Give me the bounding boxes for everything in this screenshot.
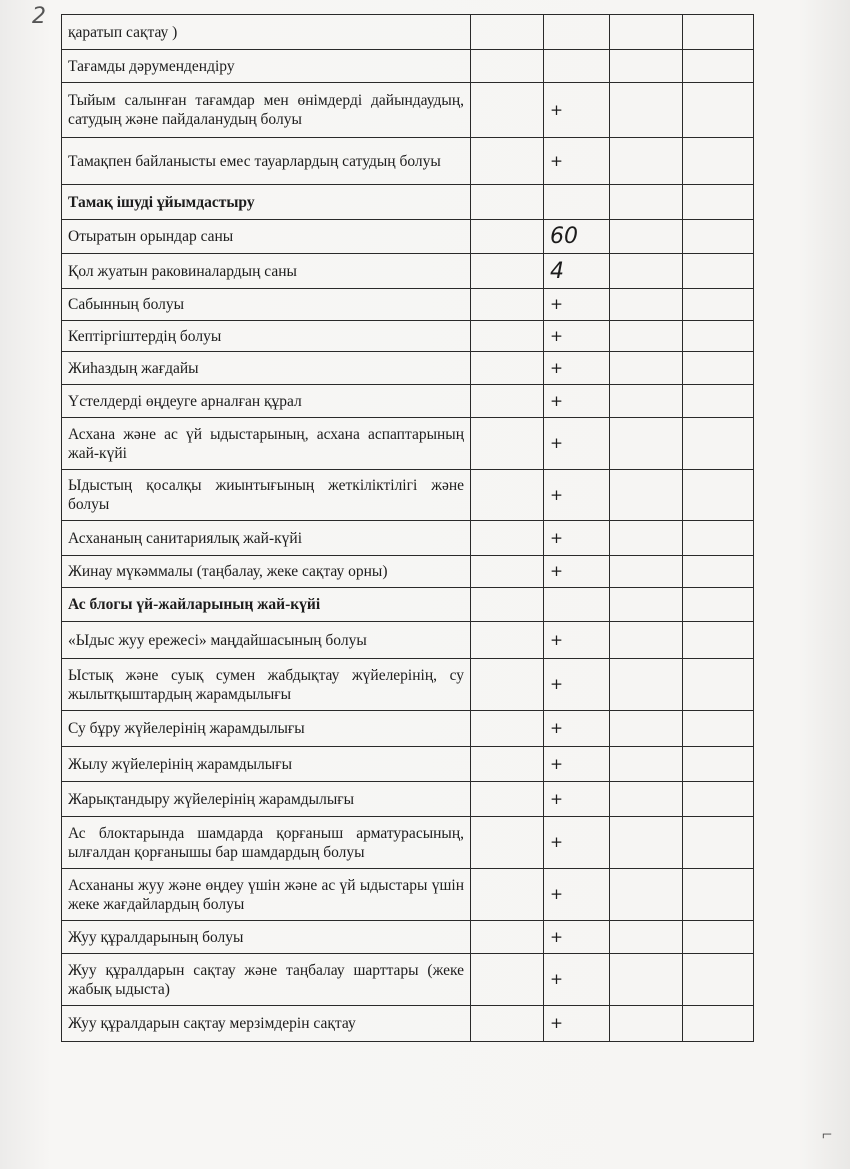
empty-cell — [683, 869, 754, 921]
empty-cell — [610, 659, 683, 711]
handwritten-mark: + — [544, 659, 610, 711]
table-row — [62, 15, 754, 50]
empty-cell — [610, 385, 683, 418]
empty-cell — [471, 954, 544, 1006]
handwritten-mark: + — [544, 289, 610, 321]
empty-cell — [610, 352, 683, 385]
table-row — [62, 659, 754, 711]
handwritten-mark: + — [544, 556, 610, 588]
criterion-label: Жуу құралдарын сақтау мерзімдерін сақтау — [62, 1006, 471, 1042]
table-row — [62, 817, 754, 869]
section-title: Тамақ ішуді ұйымдастыру — [62, 185, 471, 220]
section-row — [62, 588, 754, 622]
empty-cell — [683, 817, 754, 869]
table-row — [62, 321, 754, 352]
empty-cell — [683, 588, 754, 622]
handwritten-mark: + — [544, 385, 610, 418]
table-row — [62, 470, 754, 521]
empty-cell — [610, 138, 683, 185]
empty-cell — [683, 954, 754, 1006]
table-row — [62, 622, 754, 659]
criterion-label: Асхананың санитариялық жай-күйі — [62, 521, 471, 556]
empty-cell — [471, 83, 544, 138]
handwritten-mark: 4 — [544, 254, 610, 289]
empty-cell — [471, 352, 544, 385]
empty-cell — [683, 352, 754, 385]
table-row — [62, 50, 754, 83]
empty-cell — [683, 83, 754, 138]
table-row — [62, 289, 754, 321]
empty-cell — [683, 659, 754, 711]
criterion-label: Ас блоктарында шамдарда қорғаныш арматурасының, ылғалдан қорғанышы бар шамдардың болуы — [62, 817, 471, 869]
empty-cell — [471, 385, 544, 418]
empty-cell — [683, 289, 754, 321]
empty-cell — [610, 470, 683, 521]
empty-cell — [471, 521, 544, 556]
handwritten-mark: + — [544, 711, 610, 747]
empty-cell — [610, 321, 683, 352]
handwritten-mark — [544, 15, 610, 50]
handwritten-mark: + — [544, 418, 610, 470]
table-row — [62, 521, 754, 556]
handwritten-mark: + — [544, 352, 610, 385]
empty-cell — [471, 418, 544, 470]
criterion-label: Жуу құралдарының болуы — [62, 921, 471, 954]
empty-cell — [610, 254, 683, 289]
table-row — [62, 921, 754, 954]
table-row — [62, 556, 754, 588]
table-row — [62, 83, 754, 138]
empty-cell — [683, 921, 754, 954]
empty-cell — [610, 289, 683, 321]
empty-cell — [471, 711, 544, 747]
empty-cell — [471, 622, 544, 659]
empty-cell — [683, 747, 754, 782]
empty-cell — [683, 138, 754, 185]
handwritten-mark: + — [544, 817, 610, 869]
table-row — [62, 352, 754, 385]
criterion-label: Жиһаздың жағдайы — [62, 352, 471, 385]
empty-cell — [471, 556, 544, 588]
empty-cell — [683, 782, 754, 817]
empty-cell — [610, 83, 683, 138]
criterion-label: Тамақпен байланысты емес тауарлардың сатудың болуы — [62, 138, 471, 185]
criterion-label: Су бұру жүйелерінің жарамдылығы — [62, 711, 471, 747]
empty-cell — [683, 521, 754, 556]
empty-cell — [683, 1006, 754, 1042]
handwritten-mark — [544, 50, 610, 83]
monitoring-table — [61, 14, 754, 1042]
empty-cell — [471, 659, 544, 711]
empty-cell — [683, 556, 754, 588]
empty-cell — [610, 747, 683, 782]
criterion-label: Ыдыстың қосалқы жиынтығының жеткіліктілігі және болуы — [62, 470, 471, 521]
handwritten-mark: + — [544, 921, 610, 954]
empty-cell — [471, 817, 544, 869]
criterion-label: «Ыдыс жуу ережесі» маңдайшасының болуы — [62, 622, 471, 659]
section-row — [62, 185, 754, 220]
criterion-label: Тағамды дәрумендендіру — [62, 50, 471, 83]
empty-cell — [610, 921, 683, 954]
empty-cell — [471, 321, 544, 352]
empty-cell — [471, 185, 544, 220]
handwritten-mark: + — [544, 83, 610, 138]
table-row — [62, 385, 754, 418]
table-row — [62, 138, 754, 185]
empty-cell — [471, 869, 544, 921]
criterion-label: Жарықтандыру жүйелерінің жарамдылығы — [62, 782, 471, 817]
corner-mark: ⌐ — [821, 1124, 832, 1144]
empty-cell — [610, 782, 683, 817]
empty-cell — [471, 138, 544, 185]
handwritten-mark: + — [544, 954, 610, 1006]
empty-cell — [683, 622, 754, 659]
table-row — [62, 869, 754, 921]
handwritten-mark: + — [544, 521, 610, 556]
handwritten-mark: + — [544, 321, 610, 352]
empty-cell — [471, 747, 544, 782]
handwritten-mark: + — [544, 1006, 610, 1042]
empty-cell — [683, 385, 754, 418]
table-row — [62, 747, 754, 782]
criterion-label: Отыратын орындар саны — [62, 220, 471, 254]
empty-cell — [610, 588, 683, 622]
empty-cell — [610, 622, 683, 659]
table-row — [62, 254, 754, 289]
empty-cell — [683, 185, 754, 220]
table-row — [62, 1006, 754, 1042]
criterion-label: Асхана және ас үй ыдыстарының, асхана аспаптарының жай-күйі — [62, 418, 471, 470]
table-row — [62, 711, 754, 747]
criterion-label: Ыстық және суық сумен жабдықтау жүйелерінің, су жылытқыштардың жарамдылығы — [62, 659, 471, 711]
criterion-label: Жинау мүкәммалы (таңбалау, жеке сақтау орны) — [62, 556, 471, 588]
table-row — [62, 782, 754, 817]
criterion-label: Тыйым салынған тағамдар мен өнімдерді дайындаудың, сатудың және пайдаланудың болуы — [62, 83, 471, 138]
empty-cell — [471, 1006, 544, 1042]
table-row — [62, 220, 754, 254]
empty-cell — [683, 254, 754, 289]
empty-cell — [610, 1006, 683, 1042]
handwritten-mark: + — [544, 138, 610, 185]
criterion-label: Асхананы жуу және өңдеу үшін және ас үй ыдыстары үшін жеке жағдайлардың болуы — [62, 869, 471, 921]
empty-cell — [683, 220, 754, 254]
handwritten-mark — [544, 588, 610, 622]
empty-cell — [683, 50, 754, 83]
empty-cell — [610, 556, 683, 588]
handwritten-mark: 60 — [544, 220, 610, 254]
empty-cell — [471, 782, 544, 817]
handwritten-mark: + — [544, 747, 610, 782]
criterion-label: Жылу жүйелерінің жарамдылығы — [62, 747, 471, 782]
empty-cell — [471, 254, 544, 289]
empty-cell — [610, 15, 683, 50]
criterion-label: Үстелдерді өңдеуге арналған құрал — [62, 385, 471, 418]
empty-cell — [471, 15, 544, 50]
handwritten-mark — [544, 185, 610, 220]
empty-cell — [610, 418, 683, 470]
empty-cell — [471, 588, 544, 622]
criterion-label: қаратып сақтау ) — [62, 15, 471, 50]
empty-cell — [610, 954, 683, 1006]
empty-cell — [471, 289, 544, 321]
criterion-label: Кептіргіштердің болуы — [62, 321, 471, 352]
section-title: Ас блогы үй-жайларының жай-күйі — [62, 588, 471, 622]
page-number: 2 — [32, 4, 46, 29]
table-row — [62, 954, 754, 1006]
empty-cell — [683, 470, 754, 521]
empty-cell — [610, 220, 683, 254]
empty-cell — [683, 15, 754, 50]
handwritten-mark: + — [544, 470, 610, 521]
handwritten-mark: + — [544, 869, 610, 921]
empty-cell — [683, 418, 754, 470]
empty-cell — [610, 869, 683, 921]
empty-cell — [471, 921, 544, 954]
empty-cell — [471, 220, 544, 254]
criterion-label: Қол жуатын раковиналардың саны — [62, 254, 471, 289]
handwritten-mark: + — [544, 622, 610, 659]
handwritten-mark: + — [544, 782, 610, 817]
empty-cell — [683, 321, 754, 352]
table-row — [62, 418, 754, 470]
empty-cell — [610, 50, 683, 83]
empty-cell — [610, 185, 683, 220]
empty-cell — [683, 711, 754, 747]
criterion-label: Жуу құралдарын сақтау және таңбалау шарттары (жеке жабық ыдыста) — [62, 954, 471, 1006]
empty-cell — [610, 711, 683, 747]
empty-cell — [471, 50, 544, 83]
empty-cell — [610, 521, 683, 556]
empty-cell — [610, 817, 683, 869]
criterion-label: Сабынның болуы — [62, 289, 471, 321]
empty-cell — [471, 470, 544, 521]
